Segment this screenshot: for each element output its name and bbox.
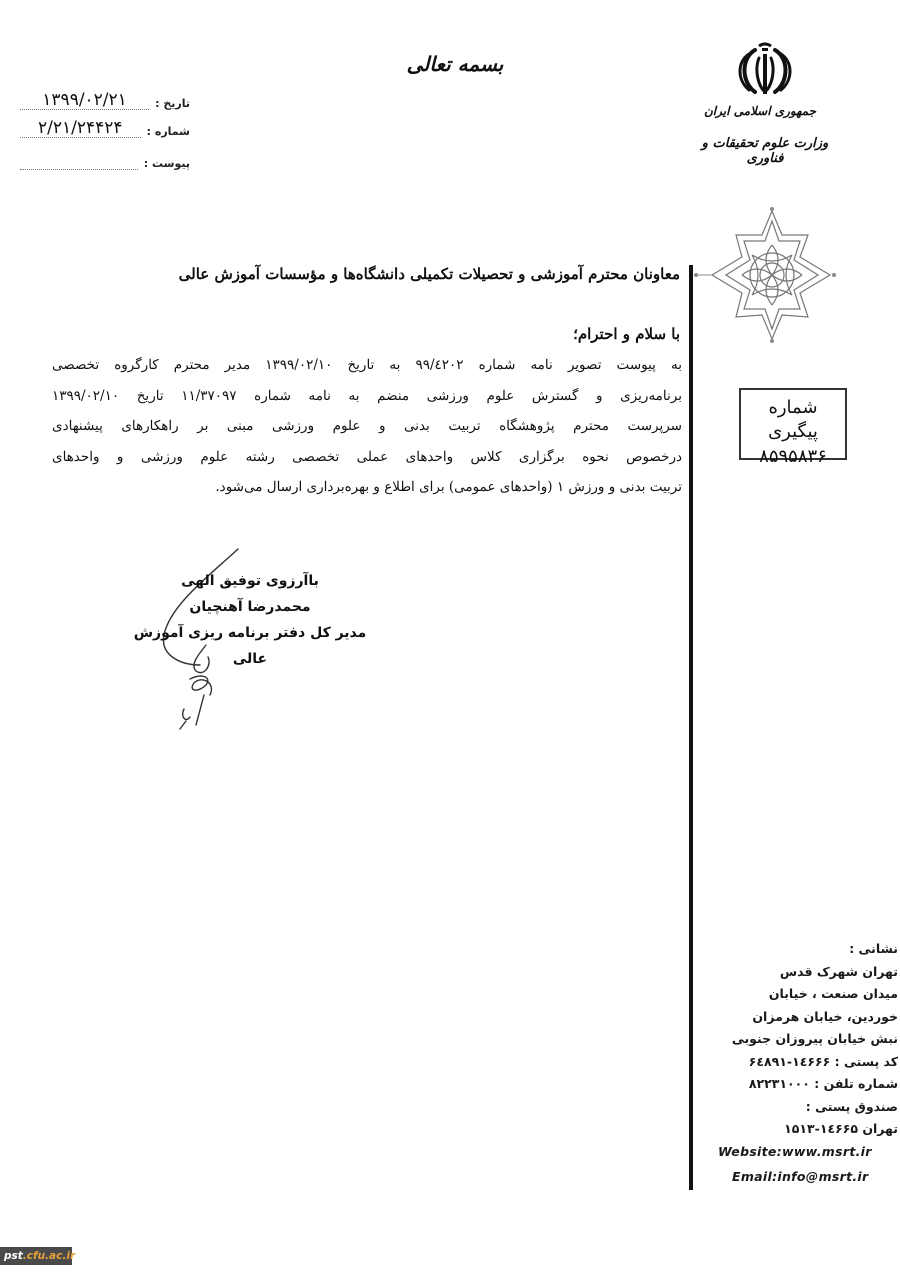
letter-number-field xyxy=(20,116,190,138)
body-line: به پیوست تصویر نامه شماره ۹۹/٤۲۰۲ به تاریخ ۱۳۹۹/۰۲/۱۰ مدیر محترم کارگروه تخصصی xyxy=(52,357,682,373)
vertical-divider xyxy=(689,265,693,1190)
address-line: نبش خیابان پیروزان جنوبی xyxy=(731,1031,898,1046)
letter-body xyxy=(52,350,682,503)
attachment-value xyxy=(20,151,138,170)
persian-star-ornament-icon xyxy=(690,205,838,345)
closing-block xyxy=(115,568,385,672)
email-link[interactable]: Email:info@msrt.ir xyxy=(732,1169,869,1184)
phone-number: شماره تلفن : ۸۲۲۳۱۰۰۰ xyxy=(748,1076,898,1091)
body-line: برنامه‌ریزی و گسترش علوم ورزشی منضم به نامه شماره ۱۱/۳۷۰۹۷ تاریخ ۱۳۹۹/۰۲/۱۰ xyxy=(52,387,682,404)
address-label: نشانی : xyxy=(849,941,898,956)
po-box-label: صندوق پستی : xyxy=(805,1098,898,1114)
tracking-number-box xyxy=(739,388,847,467)
letter-number-label: شماره : xyxy=(146,125,190,138)
letter-number-value: ۲/۲۱/۲۴۴۲۴ xyxy=(20,119,141,138)
iran-emblem-icon xyxy=(735,40,795,98)
address-block xyxy=(718,938,898,1189)
source-watermark xyxy=(0,1247,76,1265)
ministry-name: وزارت علوم تحقیقات و فناوری xyxy=(701,136,829,166)
greeting: با سلام و احترام؛ xyxy=(573,325,680,343)
watermark-part1: pst xyxy=(4,1250,23,1262)
attachment-field xyxy=(20,148,190,170)
country-name: جمهوری اسلامی ایران xyxy=(703,104,817,118)
address-line: خوردین، خیابان هرمزان xyxy=(752,1008,898,1024)
attachment-label: پیوست : xyxy=(143,157,190,170)
tracking-number: ۸۵۹۵۸۳۶ xyxy=(759,446,827,467)
recipient-line: معاونان محترم آموزشی و تحصیلات تکمیلی دانشگاه‌ها و مؤسسات آموزش عالی xyxy=(178,265,680,283)
body-line: سرپرست محترم پژوهشگاه تربیت بدنی و علوم ورزشی مبنی بر راهکارهای پیشنهادی xyxy=(52,418,682,434)
address-line: تهران شهرک قدس xyxy=(779,963,898,979)
address-line: میدان صنعت ، خیابان xyxy=(768,986,898,1001)
basmala-heading: بسمه تعالی xyxy=(406,52,504,76)
tracking-label: شماره پیگیری xyxy=(768,397,818,442)
closing-wish: باآرزوی توفیق الهی xyxy=(181,573,319,589)
signer-title: مدیر کل دفتر برنامه ریزی آموزش عالی xyxy=(133,625,367,667)
date-label: تاریخ : xyxy=(155,97,190,110)
po-box: تهران ۱٤۶۶۵-۱۵۱۳ xyxy=(784,1121,898,1136)
signer-name: محمدرضا آهنچیان xyxy=(189,599,311,615)
watermark-part2: .cfu.ac.ir xyxy=(22,1250,76,1262)
postal-code: کد پستی : ۱٤۶۶۶-۶٤۸۹۱ xyxy=(748,1053,898,1069)
date-field xyxy=(20,88,190,110)
website-link[interactable]: Website:www.msrt.ir xyxy=(718,1143,872,1159)
body-line: درخصوص نحوه برگزاری کلاس واحدهای عملی تخصصی رشته علوم ورزشی و واحدهای xyxy=(52,448,682,465)
date-value: ۱۳۹۹/۰۲/۲۱ xyxy=(20,91,149,110)
body-line: تربیت بدنی و ورزش ۱ (واحدهای عمومی) برای اطلاع و بهره‌برداری ارسال می‌شود. xyxy=(215,479,682,495)
